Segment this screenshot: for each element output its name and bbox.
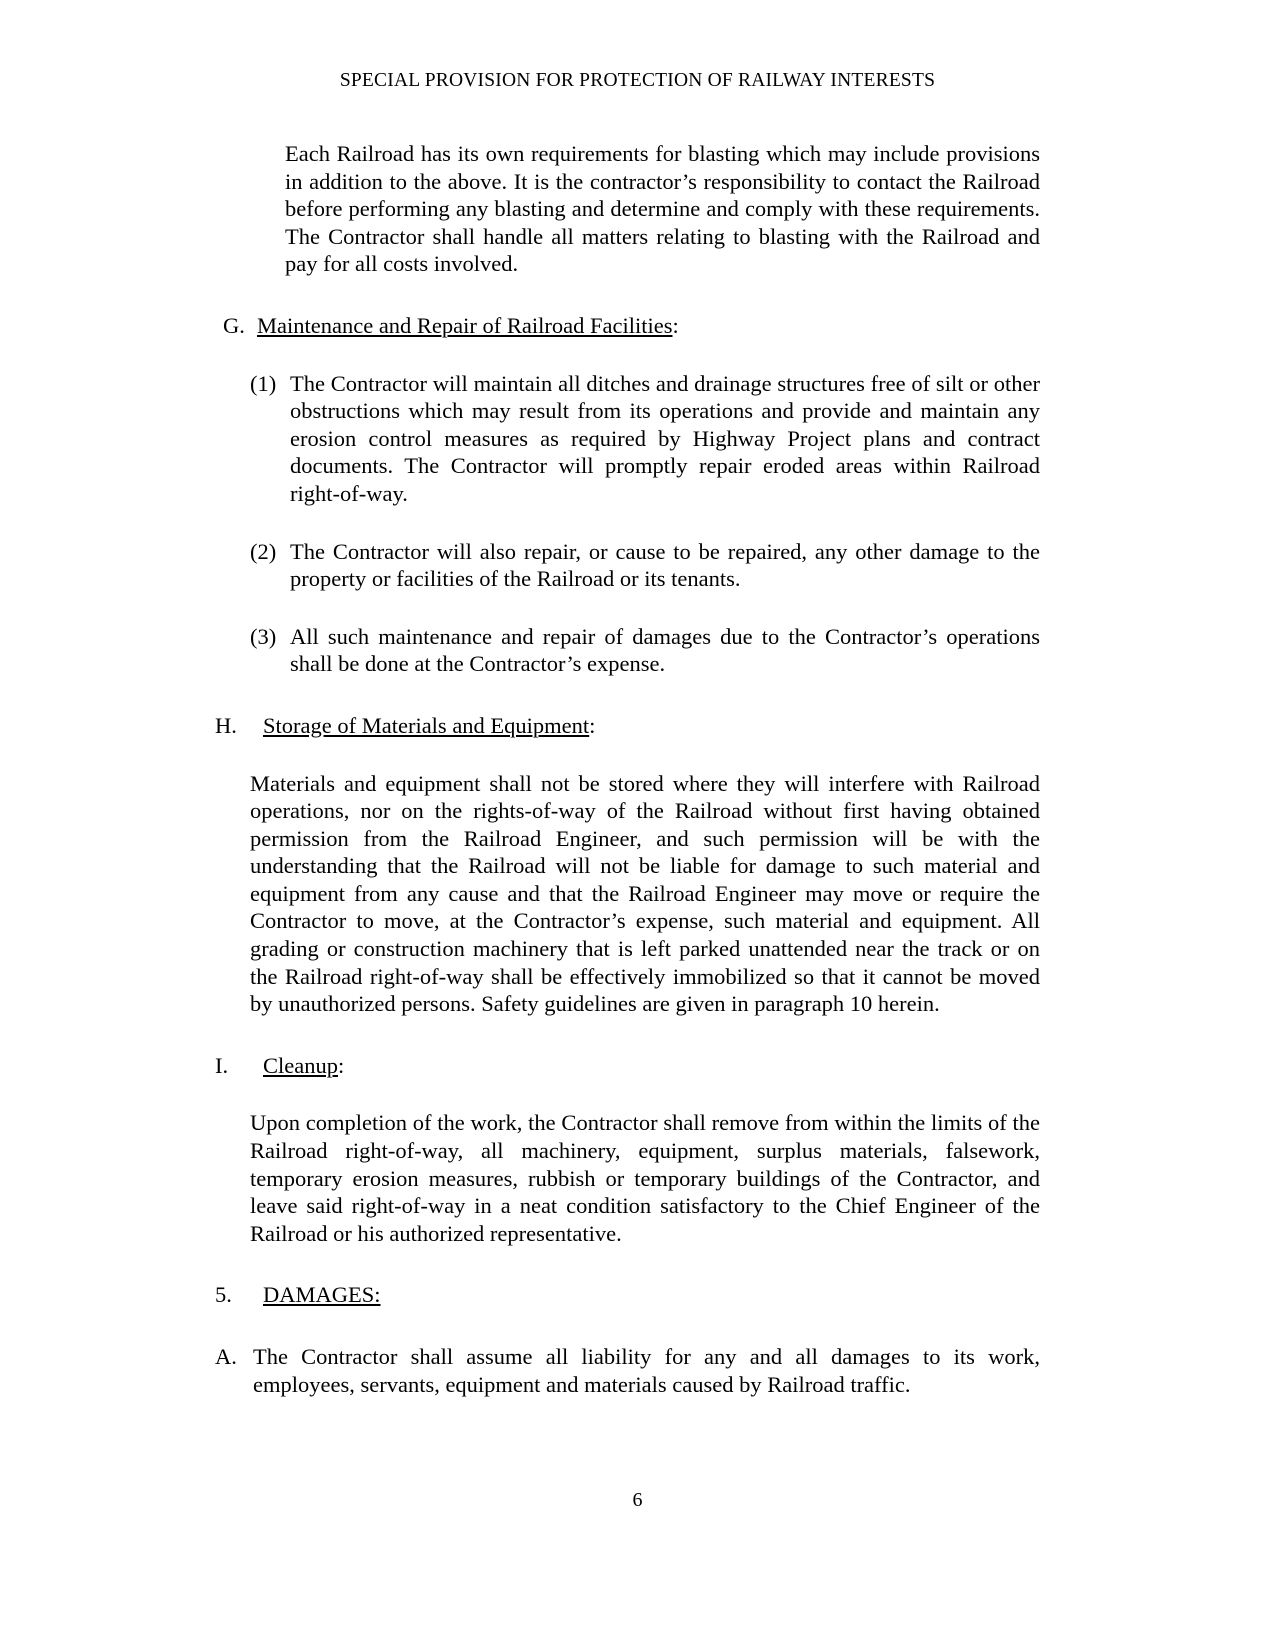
spacer [215, 1079, 1040, 1109]
heading-marker-h: H. [215, 712, 237, 738]
paragraph-storage: Materials and equipment shall not be stored where they will interfere with Railroad operations, nor on the rights-of-way of the Railroad without first having obtained permission from the Railroad Engineer, and such permission will be with the understanding that the Railroad will not be liable for damage to such material and equipment from any cause and that the Railroad Engineer may move or require the Contractor to move, at the Contractor’s expense, such material and equipment. All grading or construction machinery that is left parked unattended near the track or on the Railroad right-of-way shall be effectively immobilized so that it cannot be moved by unauthorized persons. Safety guidelines are given in paragraph 10 herein. [250, 770, 1040, 1017]
list-item [250, 370, 1040, 508]
spacer [215, 278, 1040, 312]
paragraph-blasting: Each Railroad has its own requirements for blasting which may include provisions in addition to the above. It is the contractor’s responsibility to contact the Railroad before performing any blasting and determine and comply with these requirements. The Contractor shall handle all matters relating to blasting with the Railroad and pay for all costs involved. [285, 141, 1040, 277]
heading-title-h: Storage of Materials and Equipment [263, 712, 590, 738]
list-item-text: The Contractor will maintain all ditches and drainage structures free of silt or other obstructions which may result from its operations and provide and maintain any erosion control measures as required by Highway Project plans and contract documents. The Contractor will promptly repair eroded areas within Railroad right-of-way. [290, 370, 1040, 506]
heading-marker-g: G. [223, 312, 245, 338]
list-item-number: (2) [250, 538, 277, 564]
list-item [215, 1343, 1040, 1398]
list-item [250, 538, 1040, 593]
spacer [215, 678, 1040, 712]
list-item-text: The Contractor will also repair, or cause to be repaired, any other damage to the property or facilities of the Railroad or its tenants. [290, 538, 1040, 592]
list-item-text: The Contractor shall assume all liability for any and all damages to its work, employees, servants, equipment and materials caused by Railroad traffic. [253, 1344, 1040, 1397]
spacer [215, 593, 1040, 623]
heading-colon-i: : [337, 1052, 345, 1078]
list-item-number: (3) [250, 623, 277, 649]
list-item-text: All such maintenance and repair of damages due to the Contractor’s operations shall be done at the Contractor’s expense. [290, 623, 1040, 677]
heading-section-g [215, 312, 1040, 340]
paragraph-cleanup: Upon completion of the work, the Contractor shall remove from within the limits of the Railroad right-of-way, all machinery, equipment, surplus materials, falsework, temporary erosion measures, rubbish or temporary buildings of the Contractor, and leave said right-of-way in a neat condition satisfactory to the Chief Engineer of the Railroad or his authorized representative. [250, 1110, 1040, 1246]
heading-title-g: Maintenance and Repair of Railroad Facilities [257, 312, 673, 338]
heading-title-i: Cleanup [263, 1052, 338, 1078]
list-item-letter: A. [215, 1344, 237, 1369]
spacer [215, 1018, 1040, 1052]
spacer [215, 1309, 1040, 1343]
spacer [215, 740, 1040, 770]
heading-section-5 [215, 1281, 1040, 1309]
document-body [215, 140, 1040, 1398]
heading-text-5 [263, 1281, 1040, 1309]
list-item [250, 623, 1040, 678]
heading-text-g [257, 312, 1040, 340]
heading-marker-5: 5. [215, 1282, 232, 1308]
spacer [215, 1247, 1040, 1281]
heading-text-h [263, 712, 1040, 740]
heading-colon-h: : [589, 712, 596, 738]
heading-colon-g: : [672, 312, 679, 338]
heading-section-h [215, 712, 1040, 740]
heading-title-5: DAMAGES: [263, 1282, 381, 1308]
list-item-number: (1) [250, 370, 277, 396]
page-header: SPECIAL PROVISION FOR PROTECTION OF RAILWAY INTERESTS [339, 70, 936, 91]
heading-section-i [215, 1052, 1040, 1080]
heading-text-i [263, 1052, 1040, 1080]
heading-marker-i: I. [215, 1052, 229, 1078]
page-number: 6 [632, 1489, 643, 1511]
spacer [215, 340, 1040, 370]
spacer [215, 508, 1040, 538]
